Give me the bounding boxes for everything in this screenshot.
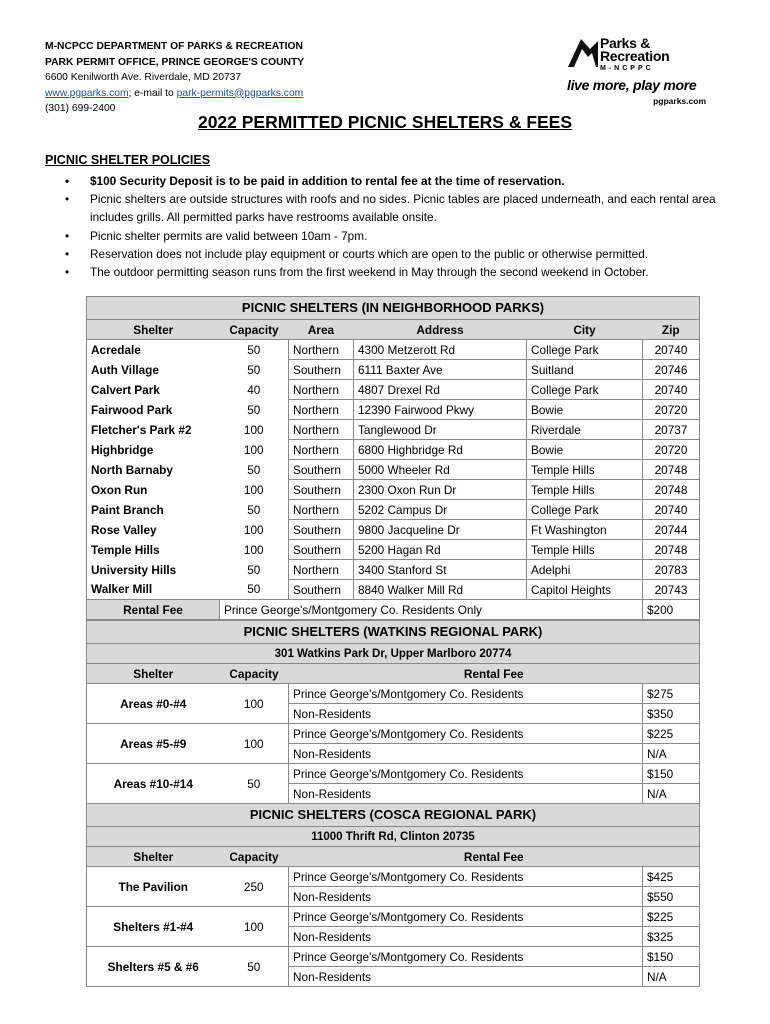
col-header-shelter: Shelter — [87, 320, 220, 340]
shelter-city: Adelphi — [527, 560, 643, 580]
shelter-address: 5200 Hagan Rd — [354, 540, 527, 560]
shelter-zip: 20737 — [643, 420, 700, 440]
cosca-table-title: PICNIC SHELTERS (COSCA REGIONAL PARK) — [87, 804, 700, 827]
parks-logo-icon — [568, 37, 598, 67]
col-header-address: Address — [354, 320, 527, 340]
shelter-capacity: 50 — [247, 362, 261, 377]
table-row — [87, 420, 700, 440]
shelter-capacity: 50 — [220, 764, 289, 804]
shelter-zip: 20720 — [643, 440, 700, 460]
table-row — [87, 520, 700, 540]
resident-fee-amount: $275 — [643, 684, 700, 704]
shelter-address: 5202 Campus Dr — [354, 500, 527, 520]
shelter-capacity: 50 — [220, 947, 289, 987]
table-row — [87, 684, 700, 704]
table-row — [87, 480, 700, 500]
shelter-area: Northern — [289, 340, 354, 360]
policy-item: • Picnic shelters are outside structures with roofs and no sides. Picnic tables are placed underneath, and each rental area includes grills. All permitted parks have restrooms available onsite. — [45, 190, 725, 226]
non-resident-fee-amount: N/A — [643, 967, 700, 987]
shelter-address: 2300 Oxon Run Dr — [354, 480, 527, 500]
policy-item: • Picnic shelter permits are valid between 10am - 7pm. — [45, 227, 725, 245]
rental-fee-description: Prince George's/Montgomery Co. Residents Only — [220, 600, 643, 620]
shelter-area: Northern — [289, 440, 354, 460]
shelter-zip: 20740 — [643, 500, 700, 520]
shelter-zip: 20748 — [643, 480, 700, 500]
logo-url: pgparks.com — [653, 96, 706, 106]
email-separator: ; e-mail to — [128, 87, 174, 99]
non-resident-fee-label: Non-Residents — [289, 744, 643, 764]
shelter-name: Fairwood Park — [87, 400, 220, 420]
table-row — [87, 460, 700, 480]
shelter-zip: 20746 — [643, 360, 700, 380]
shelter-name: Paint Branch — [87, 500, 220, 520]
shelter-capacity: 40 — [247, 382, 261, 397]
table-row — [87, 340, 700, 360]
shelter-city: Riverdale — [527, 420, 643, 440]
shelter-zip: 20744 — [643, 520, 700, 540]
watkins-table-address: 301 Watkins Park Dr, Upper Marlboro 20774 — [87, 644, 700, 664]
shelter-name: Oxon Run — [87, 480, 220, 500]
shelter-capacity: 100 — [243, 522, 264, 537]
table-row — [87, 724, 700, 744]
resident-fee-label: Prince George's/Montgomery Co. Residents — [289, 684, 643, 704]
shelter-address: 4807 Drexel Rd — [354, 380, 527, 400]
shelter-address: 8840 Walker Mill Rd — [354, 580, 527, 600]
table-row — [87, 907, 700, 927]
shelter-city: Capitol Heights — [527, 580, 643, 600]
table-row — [87, 500, 700, 520]
shelter-capacity: 50 — [247, 502, 261, 517]
non-resident-fee-amount: $325 — [643, 927, 700, 947]
col-header-capacity: Capacity — [220, 847, 289, 867]
shelter-capacity: 50 — [247, 562, 261, 577]
non-resident-fee-label: Non-Residents — [289, 704, 643, 724]
non-resident-fee-amount: N/A — [643, 744, 700, 764]
shelter-address: 6800 Highbridge Rd — [354, 440, 527, 460]
col-header-zip: Zip — [643, 320, 700, 340]
shelter-name: Shelters #5 & #6 — [87, 947, 220, 987]
shelter-capacity: 250 — [220, 867, 289, 907]
shelter-city: Bowie — [527, 400, 643, 420]
shelter-area: Northern — [289, 420, 354, 440]
department-header — [45, 39, 304, 117]
table-row — [87, 380, 700, 400]
resident-fee-amount: $150 — [643, 947, 700, 967]
neighborhood-column-headers — [87, 320, 700, 340]
shelter-zip: 20748 — [643, 460, 700, 480]
logo-tagline: live more, play more — [567, 77, 697, 93]
neighborhood-table-title: PICNIC SHELTERS (IN NEIGHBORHOOD PARKS) — [87, 297, 700, 320]
col-header-area: Area — [289, 320, 354, 340]
watkins-table-title: PICNIC SHELTERS (WATKINS REGIONAL PARK) — [87, 621, 700, 644]
non-resident-fee-label: Non-Residents — [289, 927, 643, 947]
org-name: M-NCPCC DEPARTMENT OF PARKS & RECREATION — [45, 41, 303, 52]
rental-fee-label: Rental Fee — [87, 600, 220, 620]
shelter-area: Northern — [289, 560, 354, 580]
shelter-name: Areas #10-#14 — [87, 764, 220, 804]
shelter-area: Southern — [289, 480, 354, 500]
shelter-capacity: 50 — [247, 582, 261, 597]
shelter-city: Temple Hills — [527, 540, 643, 560]
non-resident-fee-label: Non-Residents — [289, 887, 643, 907]
shelter-name: Temple Hills — [87, 540, 220, 560]
email-link[interactable]: park-permits@pgparks.com — [176, 87, 304, 99]
shelter-area: Northern — [289, 500, 354, 520]
col-header-capacity: Capacity — [220, 664, 289, 684]
shelter-name: Areas #0-#4 — [87, 684, 220, 724]
non-resident-fee-amount: N/A — [643, 784, 700, 804]
shelter-zip: 20720 — [643, 400, 700, 420]
table-row — [87, 560, 700, 580]
shelter-capacity: 100 — [243, 482, 264, 497]
shelter-name: North Barnaby — [87, 460, 220, 480]
shelter-city: College Park — [527, 340, 643, 360]
shelter-address: 6111 Baxter Ave — [354, 360, 527, 380]
shelter-zip: 20740 — [643, 380, 700, 400]
shelter-zip: 20783 — [643, 560, 700, 580]
shelter-capacity: 100 — [243, 422, 264, 437]
regional-shelters-table — [86, 620, 700, 987]
shelter-area: Southern — [289, 520, 354, 540]
col-header-rental-fee: Rental Fee — [289, 847, 700, 867]
office-name: PARK PERMIT OFFICE, PRINCE GEORGE'S COUNTY — [45, 56, 305, 68]
shelter-area: Northern — [289, 380, 354, 400]
shelter-capacity: 100 — [243, 542, 264, 557]
resident-fee-label: Prince George's/Montgomery Co. Residents — [289, 764, 643, 784]
neighborhood-shelters-table — [86, 296, 700, 620]
watkins-table-column-headers — [87, 664, 700, 684]
shelter-city: Temple Hills — [527, 480, 643, 500]
shelter-zip: 20743 — [643, 580, 700, 600]
shelter-area: Southern — [289, 360, 354, 380]
resident-fee-amount: $225 — [643, 907, 700, 927]
col-header-rental-fee: Rental Fee — [289, 664, 700, 684]
table-row — [87, 400, 700, 420]
cosca-table-column-headers — [87, 847, 700, 867]
resident-fee-label: Prince George's/Montgomery Co. Residents — [289, 947, 643, 967]
shelter-address: Tanglewood Dr — [354, 420, 527, 440]
col-header-city: City — [527, 320, 643, 340]
shelter-city: Bowie — [527, 440, 643, 460]
shelter-capacity: 50 — [247, 462, 261, 477]
shelter-capacity: 100 — [220, 907, 289, 947]
table-row — [87, 440, 700, 460]
shelter-name: Highbridge — [87, 440, 220, 460]
shelter-address: 3400 Stanford St — [354, 560, 527, 580]
shelter-area: Southern — [289, 580, 354, 600]
website-link[interactable]: www.pgparks.com — [45, 87, 129, 99]
logo-parks: Parks & — [600, 35, 651, 51]
shelter-area: Southern — [289, 460, 354, 480]
contact-line — [45, 86, 304, 102]
shelter-name: Auth Village — [87, 360, 220, 380]
shelter-name: University Hills — [87, 560, 220, 580]
parks-logo — [566, 37, 708, 117]
rental-fee-amount: $200 — [643, 600, 700, 620]
table-row — [87, 947, 700, 967]
policies-heading: PICNIC SHELTER POLICIES — [45, 153, 211, 167]
shelter-name: Rose Valley — [87, 520, 220, 540]
table-row — [87, 540, 700, 560]
col-header-shelter: Shelter — [87, 664, 220, 684]
resident-fee-amount: $150 — [643, 764, 700, 784]
shelter-city: Suitland — [527, 360, 643, 380]
shelter-name: Calvert Park — [87, 380, 220, 400]
shelter-area: Northern — [289, 400, 354, 420]
table-row — [87, 764, 700, 784]
shelter-capacity: 50 — [247, 342, 261, 357]
office-address: 6600 Kenilworth Ave. Riverdale, MD 20737 — [45, 72, 242, 83]
shelter-city: Temple Hills — [527, 460, 643, 480]
resident-fee-label: Prince George's/Montgomery Co. Residents — [289, 724, 643, 744]
page-title: 2022 PERMITTED PICNIC SHELTERS & FEES — [197, 112, 573, 132]
table-row — [87, 867, 700, 887]
policy-item: • Reservation does not include play equipment or courts which are open to the public or otherwise permitted. — [45, 245, 725, 263]
shelter-name: Fletcher's Park #2 — [87, 420, 220, 440]
col-header-capacity: Capacity — [220, 320, 289, 340]
shelter-capacity: 100 — [243, 442, 264, 457]
shelter-city: College Park — [527, 380, 643, 400]
phone-number: (301) 699-2400 — [45, 103, 116, 114]
policy-item: • The outdoor permitting season runs from the first weekend in May through the second weekend in October. — [45, 263, 725, 281]
logo-recreation: Recreation — [600, 48, 670, 64]
policy-item: • $100 Security Deposit is to be paid in addition to rental fee at the time of reservation. — [45, 172, 725, 190]
resident-fee-label: Prince George's/Montgomery Co. Residents — [289, 867, 643, 887]
shelter-name: Walker Mill — [87, 580, 220, 600]
shelter-name: The Pavilion — [87, 867, 220, 907]
non-resident-fee-amount: $550 — [643, 887, 700, 907]
shelter-name: Areas #5-#9 — [87, 724, 220, 764]
resident-fee-label: Prince George's/Montgomery Co. Residents — [289, 907, 643, 927]
shelter-capacity: 50 — [247, 402, 261, 417]
cosca-table-address: 11000 Thrift Rd, Clinton 20735 — [87, 827, 700, 847]
shelter-capacity: 100 — [220, 724, 289, 764]
table-row — [87, 580, 700, 600]
shelter-name: Acredale — [87, 340, 220, 360]
shelter-city: College Park — [527, 500, 643, 520]
policies-list — [45, 172, 725, 281]
shelter-zip: 20748 — [643, 540, 700, 560]
non-resident-fee-label: Non-Residents — [289, 967, 643, 987]
logo-mncppc: M-NCPPC — [600, 65, 654, 72]
shelter-name: Shelters #1-#4 — [87, 907, 220, 947]
non-resident-fee-amount: $350 — [643, 704, 700, 724]
shelter-zip: 20740 — [643, 340, 700, 360]
shelter-address: 4300 Metzerott Rd — [354, 340, 527, 360]
shelter-area: Southern — [289, 540, 354, 560]
resident-fee-amount: $425 — [643, 867, 700, 887]
resident-fee-amount: $225 — [643, 724, 700, 744]
shelter-address: 12390 Fairwood Pkwy — [354, 400, 527, 420]
table-row — [87, 360, 700, 380]
rental-fee-row — [87, 600, 700, 620]
shelter-address: 9800 Jacqueline Dr — [354, 520, 527, 540]
shelter-address: 5000 Wheeler Rd — [354, 460, 527, 480]
non-resident-fee-label: Non-Residents — [289, 784, 643, 804]
shelter-city: Ft Washington — [527, 520, 643, 540]
col-header-shelter: Shelter — [87, 847, 220, 867]
shelter-capacity: 100 — [220, 684, 289, 724]
